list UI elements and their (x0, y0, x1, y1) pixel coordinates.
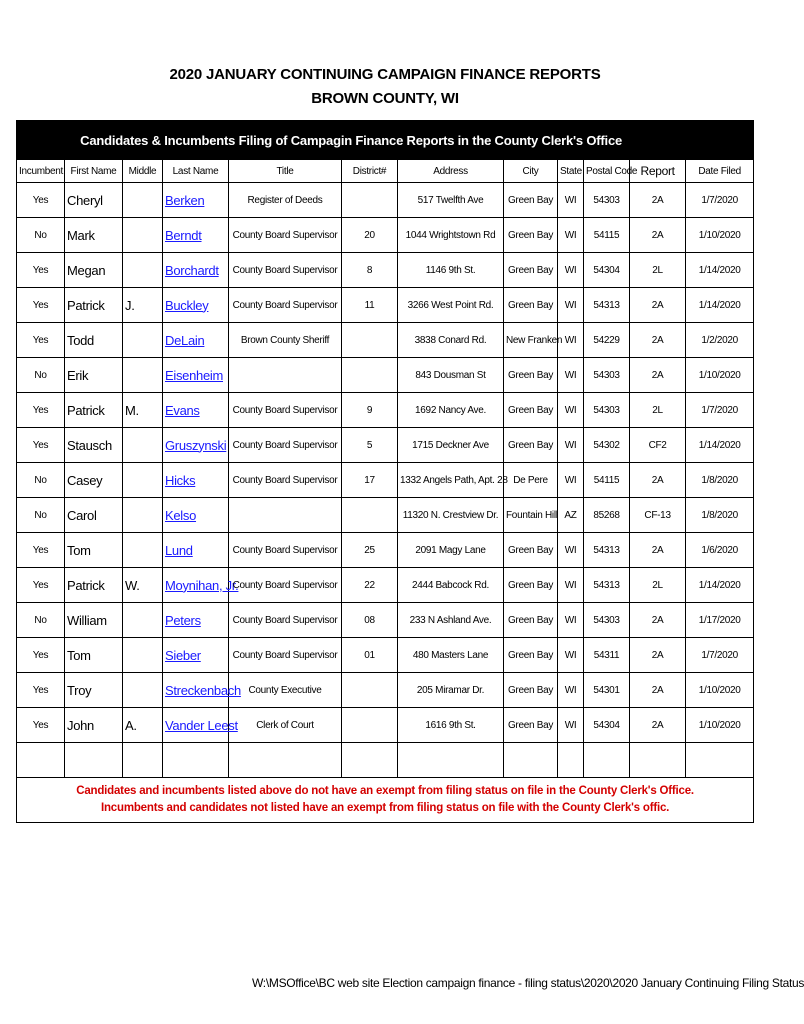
date-filed-cell: 1/7/2020 (686, 183, 754, 218)
last-name-cell (163, 323, 229, 358)
address-cell: 480 Masters Lane (398, 638, 504, 673)
incumbent-cell: No (17, 498, 65, 533)
district-cell (342, 323, 398, 358)
city-cell: Green Bay (504, 393, 558, 428)
column-header: Postal Code (584, 160, 630, 183)
table-row (17, 568, 754, 603)
footer-path: W:\MSOffice\BC web site Election campaign finance - filing status\2020\2020 January Continuing Filing Status (252, 976, 804, 990)
district-cell: 9 (342, 393, 398, 428)
title-cell: County Board Supervisor (229, 463, 342, 498)
last-name-cell (163, 568, 239, 603)
title-cell: County Board Supervisor (229, 638, 342, 673)
empty-cell (584, 743, 630, 778)
title-cell (229, 358, 342, 393)
report-cell: 2A (630, 218, 686, 253)
report-cell: 2A (630, 708, 686, 743)
district-cell: 17 (342, 463, 398, 498)
postal-code-cell: 54303 (584, 358, 630, 393)
table-row (17, 533, 754, 568)
report-cell: 2A (630, 603, 686, 638)
table-banner: Candidates & Incumbents Filing of Campagin Finance Reports in the County Clerk's Office (17, 121, 686, 160)
incumbent-cell: Yes (17, 428, 65, 463)
postal-code-cell: 54304 (584, 253, 630, 288)
date-filed-cell: 1/10/2020 (686, 358, 754, 393)
report-cell: 2A (630, 323, 686, 358)
first-name-cell: Todd (65, 323, 123, 358)
first-name-cell: John (65, 708, 123, 743)
empty-cell (398, 743, 504, 778)
first-name-cell: Patrick (65, 568, 123, 603)
city-cell: Green Bay (504, 218, 558, 253)
last-name-cell (163, 288, 229, 323)
date-filed-cell: 1/7/2020 (686, 393, 754, 428)
postal-code-cell: 54311 (584, 638, 630, 673)
empty-cell (342, 743, 398, 778)
district-cell: 11 (342, 288, 398, 323)
table-row (17, 428, 754, 463)
address-cell: 11320 N. Crestview Dr. (398, 498, 504, 533)
city-cell: Green Bay (504, 603, 558, 638)
last-name-link[interactable]: Buckley (165, 297, 209, 313)
date-filed-cell: 1/2/2020 (686, 323, 754, 358)
incumbent-cell: No (17, 603, 65, 638)
note-line-2: Incumbents and candidates not listed have an exempt from filing status on file with the County Clerk's offic. (100, 802, 670, 814)
incumbent-cell: Yes (17, 393, 65, 428)
postal-code-cell: 54115 (584, 218, 630, 253)
title-cell: County Executive (229, 673, 342, 708)
address-cell: 2444 Babcock Rd. (398, 568, 504, 603)
last-name-link[interactable]: Gruszynski (165, 437, 227, 453)
middle-cell (123, 603, 163, 638)
column-header: City (504, 160, 558, 183)
title-cell: County Board Supervisor (229, 218, 342, 253)
column-header: State (558, 160, 584, 183)
middle-cell: M. (123, 393, 163, 428)
middle-cell (123, 673, 163, 708)
date-filed-cell: 1/17/2020 (686, 603, 754, 638)
date-filed-cell: 1/14/2020 (686, 253, 754, 288)
district-cell: 22 (342, 568, 398, 603)
last-name-cell (163, 603, 229, 638)
city-cell: Green Bay (504, 358, 558, 393)
report-cell: CF2 (630, 428, 686, 463)
last-name-link[interactable]: Kelso (165, 507, 197, 523)
report-cell: 2A (630, 673, 686, 708)
last-name-cell (163, 533, 229, 568)
date-filed-cell: 1/6/2020 (686, 533, 754, 568)
note-row (17, 778, 754, 823)
district-cell (342, 708, 398, 743)
report-cell: 2A (630, 183, 686, 218)
postal-code-cell: 54301 (584, 673, 630, 708)
address-cell: 1692 Nancy Ave. (398, 393, 504, 428)
last-name-cell (163, 638, 229, 673)
address-cell: 517 Twelfth Ave (398, 183, 504, 218)
address-cell: 1044 Wrightstown Rd (398, 218, 504, 253)
table-row (17, 498, 754, 533)
report-cell: 2A (630, 638, 686, 673)
empty-cell (686, 743, 754, 778)
last-name-link[interactable]: Evans (165, 402, 200, 418)
first-name-cell: Patrick (65, 393, 123, 428)
incumbent-cell: No (17, 463, 65, 498)
state-cell: WI (558, 603, 584, 638)
first-name-cell: Carol (65, 498, 123, 533)
middle-cell (123, 218, 163, 253)
last-name-link[interactable]: Berken (165, 192, 205, 208)
address-cell: 1715 Deckner Ave (398, 428, 504, 463)
last-name-cell (163, 673, 241, 708)
last-name-link[interactable]: Lund (165, 542, 193, 558)
city-cell: Green Bay (504, 708, 558, 743)
postal-code-cell: 54115 (584, 463, 630, 498)
first-name-cell: Erik (65, 358, 123, 393)
last-name-link[interactable]: Hicks (165, 472, 196, 488)
title-cell: County Board Supervisor (229, 428, 342, 463)
city-cell: Fountain Hill (504, 498, 558, 533)
table-row (17, 323, 754, 358)
first-name-cell: Stausch (65, 428, 123, 463)
first-name-cell: Megan (65, 253, 123, 288)
report-cell: 2A (630, 463, 686, 498)
state-cell: WI (558, 708, 584, 743)
incumbent-cell: No (17, 358, 65, 393)
title-cell: County Board Supervisor (229, 288, 342, 323)
first-name-cell: Cheryl (65, 183, 123, 218)
report-cell: 2A (630, 533, 686, 568)
banner-row (17, 121, 754, 160)
table-row (17, 218, 754, 253)
district-cell: 20 (342, 218, 398, 253)
middle-cell: A. (123, 708, 163, 743)
note-line-1: Candidates and incumbents listed above do not have an exempt from filing status on file in the County Clerk's Office. (76, 785, 694, 797)
last-name-cell (163, 218, 229, 253)
incumbent-cell: Yes (17, 708, 65, 743)
last-name-link[interactable]: DeLain (165, 332, 205, 348)
incumbent-cell: Yes (17, 568, 65, 603)
title-cell: County Board Supervisor (229, 568, 342, 603)
date-filed-cell: 1/7/2020 (686, 638, 754, 673)
last-name-link[interactable]: Streckenbach (165, 682, 241, 698)
column-header: First Name (65, 160, 123, 183)
last-name-cell (163, 428, 229, 463)
empty-cell (17, 743, 65, 778)
incumbent-cell: Yes (17, 288, 65, 323)
filing-table (16, 120, 754, 823)
address-cell: 1146 9th St. (398, 253, 504, 288)
middle-cell: W. (123, 568, 163, 603)
state-cell: WI (558, 253, 584, 288)
last-name-cell (163, 393, 229, 428)
title-cell: County Board Supervisor (229, 393, 342, 428)
empty-cell (65, 743, 123, 778)
state-cell: WI (558, 288, 584, 323)
empty-cell (504, 743, 558, 778)
postal-code-cell: 54302 (584, 428, 630, 463)
middle-cell (123, 323, 163, 358)
district-cell: 25 (342, 533, 398, 568)
state-cell: WI (558, 428, 584, 463)
table-row (17, 253, 754, 288)
table-row (17, 288, 754, 323)
address-cell: 1332 Angels Path, Apt. 28 (398, 463, 504, 498)
title-cell: County Board Supervisor (229, 533, 342, 568)
column-header: Title (229, 160, 342, 183)
postal-code-cell: 54303 (584, 603, 630, 638)
date-filed-cell: 1/14/2020 (686, 568, 754, 603)
column-header: District# (342, 160, 398, 183)
last-name-link[interactable]: Berndt (165, 227, 202, 243)
postal-code-cell: 54303 (584, 183, 630, 218)
column-header: Report (630, 160, 686, 183)
state-cell: WI (558, 358, 584, 393)
middle-cell (123, 358, 163, 393)
column-header: Address (398, 160, 504, 183)
district-cell (342, 498, 398, 533)
table-row (17, 708, 754, 743)
report-cell: 2L (630, 568, 686, 603)
date-filed-cell: 1/10/2020 (686, 218, 754, 253)
column-header: Incumbent (17, 160, 65, 183)
middle-cell (123, 428, 163, 463)
first-name-cell: Mark (65, 218, 123, 253)
city-cell: Green Bay (504, 288, 558, 323)
last-name-link[interactable]: Eisenheim (165, 367, 223, 383)
empty-cell (229, 743, 342, 778)
incumbent-cell: Yes (17, 253, 65, 288)
title-cell: Register of Deeds (229, 183, 342, 218)
middle-cell: J. (123, 288, 163, 323)
last-name-link[interactable]: Borchardt (165, 262, 219, 278)
state-cell: WI (558, 638, 584, 673)
first-name-cell: Tom (65, 638, 123, 673)
filing-note (17, 778, 754, 823)
district-cell (342, 358, 398, 393)
incumbent-cell: Yes (17, 533, 65, 568)
table-row (17, 183, 754, 218)
city-cell: Green Bay (504, 428, 558, 463)
state-cell: WI (558, 323, 584, 358)
middle-cell (123, 498, 163, 533)
title-cell: Clerk of Court (229, 708, 342, 743)
table-row (17, 358, 754, 393)
empty-cell (123, 743, 163, 778)
empty-cell (163, 743, 229, 778)
postal-code-cell: 54313 (584, 568, 630, 603)
state-cell: WI (558, 533, 584, 568)
last-name-link[interactable]: Vander Leest (165, 717, 238, 733)
date-filed-cell: 1/10/2020 (686, 708, 754, 743)
blank-row (17, 743, 754, 778)
date-filed-cell: 1/14/2020 (686, 288, 754, 323)
last-name-cell (163, 498, 229, 533)
city-cell: De Pere (504, 463, 558, 498)
state-cell: WI (558, 183, 584, 218)
state-cell: AZ (558, 498, 584, 533)
postal-code-cell: 54304 (584, 708, 630, 743)
report-subtitle: BROWN COUNTY, WI (311, 90, 459, 107)
middle-cell (123, 533, 163, 568)
district-cell: 08 (342, 603, 398, 638)
incumbent-cell: Yes (17, 183, 65, 218)
date-filed-cell: 1/14/2020 (686, 428, 754, 463)
column-header: Last Name (163, 160, 229, 183)
middle-cell (123, 253, 163, 288)
title-cell: County Board Supervisor (229, 253, 342, 288)
table-row (17, 638, 754, 673)
table-row (17, 393, 754, 428)
city-cell: New Franken (504, 323, 558, 358)
city-cell: Green Bay (504, 533, 558, 568)
address-cell: 843 Dousman St (398, 358, 504, 393)
empty-cell (630, 743, 686, 778)
address-cell: 3838 Conard Rd. (398, 323, 504, 358)
incumbent-cell: Yes (17, 323, 65, 358)
address-cell: 3266 West Point Rd. (398, 288, 504, 323)
report-cell: 2A (630, 358, 686, 393)
district-cell (342, 673, 398, 708)
date-filed-cell: 1/8/2020 (686, 463, 754, 498)
address-cell: 2091 Magy Lane (398, 533, 504, 568)
city-cell: Green Bay (504, 568, 558, 603)
last-name-link[interactable]: Peters (165, 612, 201, 628)
city-cell: Green Bay (504, 638, 558, 673)
postal-code-cell: 85268 (584, 498, 630, 533)
first-name-cell: Patrick (65, 288, 123, 323)
title-cell: Brown County Sheriff (229, 323, 342, 358)
table-row (17, 463, 754, 498)
state-cell: WI (558, 568, 584, 603)
table-row (17, 603, 754, 638)
state-cell: WI (558, 673, 584, 708)
last-name-cell (163, 708, 238, 743)
middle-cell (123, 638, 163, 673)
middle-cell (123, 183, 163, 218)
column-header: Date Filed (686, 160, 754, 183)
report-cell: 2L (630, 393, 686, 428)
title-cell: County Board Supervisor (229, 603, 342, 638)
first-name-cell: Casey (65, 463, 123, 498)
column-header: Middle (123, 160, 163, 183)
district-cell: 5 (342, 428, 398, 463)
banner-spacer (686, 121, 754, 160)
postal-code-cell: 54303 (584, 393, 630, 428)
incumbent-cell: Yes (17, 673, 65, 708)
last-name-cell (163, 253, 229, 288)
district-cell: 8 (342, 253, 398, 288)
state-cell: WI (558, 393, 584, 428)
district-cell (342, 183, 398, 218)
file-path-footer (252, 976, 804, 990)
postal-code-cell: 54313 (584, 533, 630, 568)
header-row (17, 160, 754, 183)
incumbent-cell: Yes (17, 638, 65, 673)
last-name-link[interactable]: Sieber (165, 647, 201, 663)
table-row (17, 673, 754, 708)
state-cell: WI (558, 218, 584, 253)
state-cell: WI (558, 463, 584, 498)
first-name-cell: William (65, 603, 123, 638)
empty-cell (558, 743, 584, 778)
postal-code-cell: 54229 (584, 323, 630, 358)
incumbent-cell: No (17, 218, 65, 253)
address-cell: 233 N Ashland Ave. (398, 603, 504, 638)
date-filed-cell: 1/8/2020 (686, 498, 754, 533)
first-name-cell: Troy (65, 673, 123, 708)
last-name-cell (163, 358, 229, 393)
first-name-cell: Tom (65, 533, 123, 568)
middle-cell (123, 463, 163, 498)
date-filed-cell: 1/10/2020 (686, 673, 754, 708)
city-cell: Green Bay (504, 253, 558, 288)
address-cell: 1616 9th St. (398, 708, 504, 743)
district-cell: 01 (342, 638, 398, 673)
last-name-cell (163, 183, 229, 218)
last-name-link[interactable]: Moynihan, Jr. (165, 577, 239, 593)
report-cell: CF-13 (630, 498, 686, 533)
city-cell: Green Bay (504, 183, 558, 218)
city-cell: Green Bay (504, 673, 558, 708)
report-title: 2020 JANUARY CONTINUING CAMPAIGN FINANCE REPORTS (169, 66, 601, 83)
title-cell (229, 498, 342, 533)
last-name-cell (163, 463, 229, 498)
address-cell: 205 Miramar Dr. (398, 673, 504, 708)
report-cell: 2A (630, 288, 686, 323)
postal-code-cell: 54313 (584, 288, 630, 323)
report-cell: 2L (630, 253, 686, 288)
